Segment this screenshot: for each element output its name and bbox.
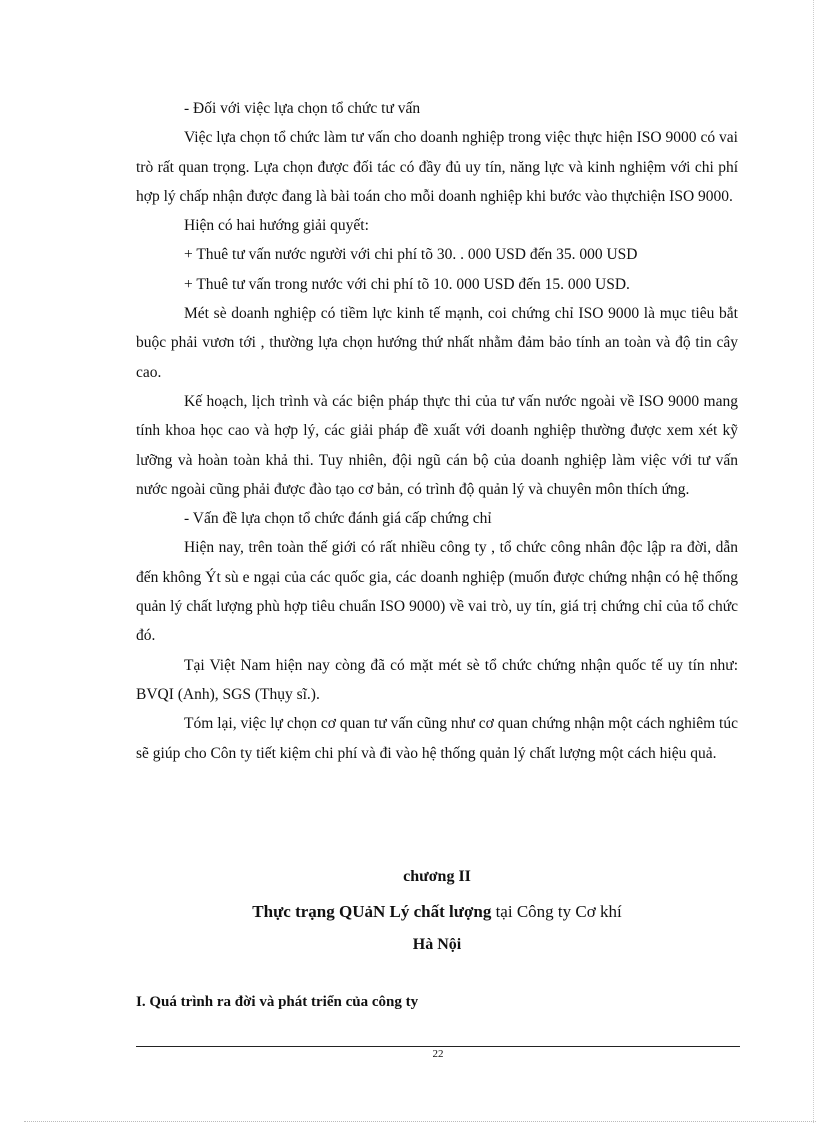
chapter-title-rest: tại Công ty Cơ khí: [491, 902, 622, 921]
chapter-number: chương II: [403, 868, 471, 885]
section-heading: I. Quá trình ra đời và phát triển của công ty: [136, 994, 419, 1010]
paragraph-strong-enterprises: Mét sè doanh nghiệp có tiềm lực kinh tế mạnh, coi chứng chỉ ISO 9000 là mục tiêu bắt buộc phải vươn tới , thường lựa chọn hướng thứ nhất nhằm đảm bảo tính an toàn và độ tin cây cao.: [136, 305, 738, 381]
paragraph-vietnam-certifiers: Tại Việt Nam hiện nay còng đã có mặt mét sè tổ chức chứng nhận quốc tế uy tín như: BVQI (Anh), SGS (Thụy sĩ.).: [136, 656, 738, 703]
body-text: [136, 94, 738, 768]
paragraph-consultant-importance: Việc lựa chọn tổ chức làm tư vấn cho doanh nghiệp trong việc thực hiện ISO 9000 có vai trò rất quan trọng. Lựa chọn được đối tác có đầy đủ uy tín, năng lực và kinh nghiệm với chi phí hợp lý chấp nhận được đang là bài toán cho mỗi doanh nghiệp khi bước vào thựchiện ISO 9000.: [136, 129, 738, 205]
page-right-edge: [813, 0, 814, 1123]
paragraph-option-domestic: + Thuê tư vấn trong nước với chi phí tõ 10. 000 USD đến 15. 000 USD.: [184, 275, 630, 293]
paragraph-foreign-plan: Kế hoạch, lịch trình và các biện pháp thực thi của tư vấn nước ngoài về ISO 9000 mang tính khoa học cao và hợp lý, các giải pháp đề xuất với doanh nghiệp thường được xem xét kỹ lưỡng và hoàn toàn khả thi. Tuy nhiên, đội ngũ cán bộ của doanh nghiệp làm việc với tư vấn nước ngoài cũng phải được đào tạo cơ bản, có trình độ quản lý và chuyên môn thích ứng.: [136, 392, 738, 498]
paragraph-consultant-heading: - Đối với việc lựa chọn tổ chức tư vấn: [184, 100, 421, 117]
footer-divider: [136, 1046, 740, 1047]
page-number: 22: [432, 1048, 444, 1060]
paragraph-two-options: Hiện có hai hướng giải quyết:: [184, 217, 369, 235]
chapter-title-bold: Thực trạng QUảN Lý chất lượng: [252, 902, 492, 921]
chapter-title-line2: Hà Nội: [412, 936, 462, 953]
paragraph-certifier-heading: - Vấn đề lựa chọn tổ chức đánh giá cấp chứng chỉ: [184, 510, 492, 528]
paragraph-many-companies: Hiện nay, trên toàn thế giới có rất nhiều công ty , tổ chức công nhân độc lập ra đời, dẫn đến không Ýt sù e ngại của các quốc gia, các doanh nghiệp (muốn được chứng nhận có hệ thống quản lý chất lượng phù hợp tiêu chuẩn ISO 9000) về vai trò, uy tín, giá trị chứng chỉ của tổ chức đó.: [136, 539, 738, 645]
paragraph-conclusion: Tóm lại, việc lự chọn cơ quan tư vấn cũng như cơ quan chứng nhận một cách nghiêm túc sẽ giúp cho Côn ty tiết kiệm chi phí và đi vào hệ thống quản lý chất lượng một cách hiệu quả.: [136, 715, 738, 762]
chapter-title: [136, 902, 738, 922]
paragraph-option-foreign: + Thuê tư vấn nước người với chi phí tõ 30. . 000 USD đến 35. 000 USD: [184, 246, 638, 264]
page-bottom-edge: [24, 1121, 816, 1122]
